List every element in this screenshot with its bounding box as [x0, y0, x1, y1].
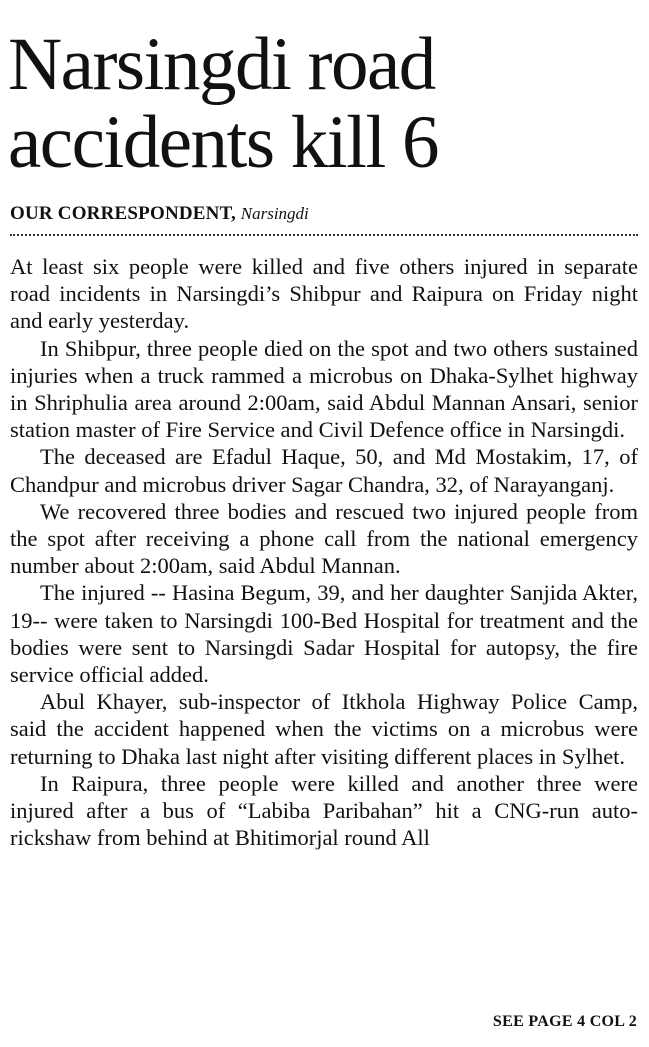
- paragraph-1: At least six people were killed and five others injured in separate road incidents in Narsingdi’s Shibpur and Raipura on Friday night and early yesterday.: [10, 254, 638, 334]
- paragraph-3: The deceased are Efadul Haque, 50, and Md Mostakim, 17, of Chandpur and microbus driver Sagar Chandra, 32, of Narayanganj.: [10, 444, 638, 497]
- paragraph-6: Abul Khayer, sub-inspector of Itkhola Highway Police Camp, said the accident happened when the victims on a microbus were returning to Dhaka last night after visiting different places in Sylhet.: [10, 689, 638, 769]
- continuation-note: SEE PAGE 4 COL 2: [492, 1013, 637, 1030]
- paragraph-2: In Shibpur, three people died on the spot and two others sustained injuries when a truck rammed a microbus on Dhaka-Sylhet highway in Shriphulia area around 2:00am, said Abdul Mannan Ansari, senior station master of Fire Service and Civil Defence office in Narsingdi.: [10, 335, 638, 443]
- byline-place: Narsingdi: [240, 204, 309, 223]
- headline: [8, 23, 644, 184]
- byline-author: OUR CORRESPONDENT,: [10, 203, 236, 224]
- headline-line-1: Narsingdi road: [8, 23, 435, 106]
- paragraph-7: In Raipura, three people were killed and another three were injured after a bus of “Labiba Paribahan” hit a CNG-run auto-rickshaw from behind at Bhitimorjal round All: [10, 770, 638, 851]
- article-body: [10, 253, 638, 851]
- paragraph-4: We recovered three bodies and rescued two injured people from the spot after receiving a phone call from the national emergency number about 2:00am, said Abdul Mannan.: [10, 498, 638, 579]
- paragraph-5: The injured -- Hasina Begum, 39, and her daughter Sanjida Akter, 19-- were taken to Narsingdi 100-Bed Hospital for treatment and the bodies were sent to Narsingdi Sadar Hospital for autopsy, the fire service official added.: [10, 580, 638, 688]
- dotted-divider: [10, 234, 638, 236]
- headline-line-2: accidents kill 6: [8, 101, 439, 184]
- byline: [10, 203, 309, 225]
